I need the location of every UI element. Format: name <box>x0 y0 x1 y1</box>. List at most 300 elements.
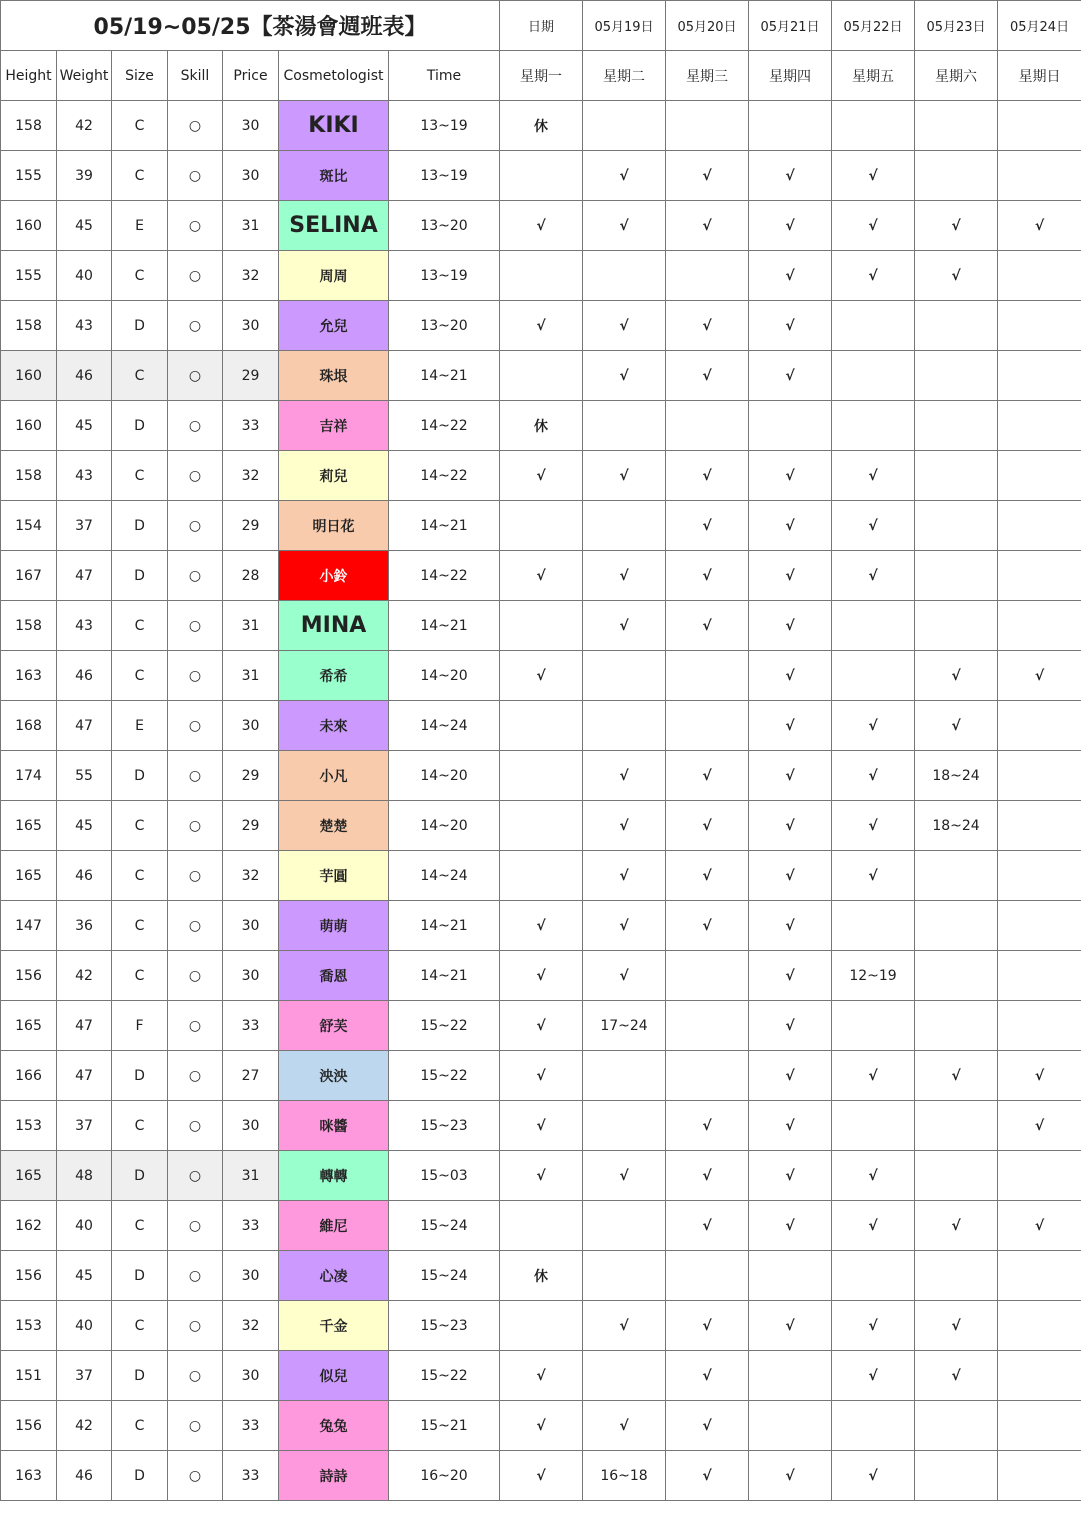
date-header: 05月23日 <box>915 1 998 51</box>
cell-time: 13~19 <box>389 151 500 201</box>
cell-size: E <box>112 701 168 751</box>
shift-check-cell: √ <box>666 301 749 351</box>
cell-price: 29 <box>223 351 279 401</box>
cell-height: 174 <box>1 751 57 801</box>
shift-check-cell: √ <box>666 501 749 551</box>
cell-weight: 42 <box>57 951 112 1001</box>
table-row <box>1 1401 1081 1451</box>
shift-check-cell: √ <box>749 1301 832 1351</box>
day-off-cell: 休 <box>500 101 583 151</box>
table-row <box>1 751 1081 801</box>
cell-height: 162 <box>1 1201 57 1251</box>
shift-check-cell: √ <box>583 551 666 601</box>
cell-weight: 45 <box>57 1251 112 1301</box>
day-cell <box>915 551 998 601</box>
day-cell <box>666 401 749 451</box>
col-header-time: Time <box>389 51 500 101</box>
day-cell <box>998 801 1081 851</box>
day-cell <box>832 301 915 351</box>
cell-skill: ○ <box>168 451 223 501</box>
cell-size: C <box>112 901 168 951</box>
day-cell <box>998 301 1081 351</box>
cell-height: 163 <box>1 651 57 701</box>
cosmetologist-name: 舒芙 <box>279 1001 389 1051</box>
weekday-header: 星期六 <box>915 51 998 101</box>
day-cell <box>998 901 1081 951</box>
cell-time: 15~24 <box>389 1251 500 1301</box>
cell-height: 158 <box>1 101 57 151</box>
cell-height: 160 <box>1 201 57 251</box>
cell-price: 33 <box>223 1451 279 1501</box>
shift-check-cell: √ <box>749 451 832 501</box>
cell-height: 158 <box>1 301 57 351</box>
cell-skill: ○ <box>168 1151 223 1201</box>
shift-check-cell: √ <box>749 1101 832 1151</box>
shift-check-cell: √ <box>666 551 749 601</box>
table-row <box>1 901 1081 951</box>
table-row <box>1 1351 1081 1401</box>
cell-height: 160 <box>1 351 57 401</box>
table-row <box>1 701 1081 751</box>
cell-size: D <box>112 501 168 551</box>
cosmetologist-name: MINA <box>279 601 389 651</box>
cell-skill: ○ <box>168 651 223 701</box>
cell-height: 166 <box>1 1051 57 1101</box>
table-row <box>1 1001 1081 1051</box>
cell-time: 14~20 <box>389 651 500 701</box>
shift-check-cell: √ <box>500 901 583 951</box>
cell-weight: 48 <box>57 1151 112 1201</box>
shift-check-cell: √ <box>666 751 749 801</box>
shift-check-cell: √ <box>666 1451 749 1501</box>
cell-time: 14~21 <box>389 601 500 651</box>
cell-height: 147 <box>1 901 57 951</box>
cell-skill: ○ <box>168 1201 223 1251</box>
cell-time: 14~21 <box>389 501 500 551</box>
date-header: 05月21日 <box>749 1 832 51</box>
day-cell <box>915 601 998 651</box>
cell-weight: 42 <box>57 1401 112 1451</box>
cell-time: 15~03 <box>389 1151 500 1201</box>
table-row <box>1 1051 1081 1101</box>
cell-height: 163 <box>1 1451 57 1501</box>
shift-check-cell: √ <box>832 1151 915 1201</box>
weekday-header: 星期四 <box>749 51 832 101</box>
cell-time: 13~19 <box>389 101 500 151</box>
cell-skill: ○ <box>168 901 223 951</box>
shift-check-cell: √ <box>749 801 832 851</box>
shift-check-cell: √ <box>749 201 832 251</box>
day-cell <box>915 901 998 951</box>
cell-size: C <box>112 1201 168 1251</box>
day-cell <box>998 451 1081 501</box>
shift-check-cell: √ <box>666 151 749 201</box>
table-row <box>1 301 1081 351</box>
cell-skill: ○ <box>168 1351 223 1401</box>
day-off-cell: 休 <box>500 1251 583 1301</box>
cosmetologist-name: 似兒 <box>279 1351 389 1401</box>
cell-height: 165 <box>1 1151 57 1201</box>
day-cell <box>583 1251 666 1301</box>
shift-check-cell: √ <box>500 1001 583 1051</box>
cell-size: D <box>112 551 168 601</box>
day-cell <box>915 1101 998 1151</box>
cosmetologist-name: 兔兔 <box>279 1401 389 1451</box>
shift-check-cell: √ <box>832 551 915 601</box>
cell-height: 155 <box>1 151 57 201</box>
shift-check-cell: √ <box>583 851 666 901</box>
date-header: 05月19日 <box>583 1 666 51</box>
shift-check-cell: √ <box>915 1201 998 1251</box>
cell-weight: 45 <box>57 201 112 251</box>
day-cell <box>998 501 1081 551</box>
cell-price: 29 <box>223 751 279 801</box>
day-cell <box>998 251 1081 301</box>
cell-weight: 43 <box>57 601 112 651</box>
col-header-weight: Weight <box>57 51 112 101</box>
cell-skill: ○ <box>168 1101 223 1151</box>
shift-check-cell: √ <box>832 1201 915 1251</box>
cell-price: 33 <box>223 1401 279 1451</box>
day-cell <box>666 651 749 701</box>
shift-check-cell: √ <box>832 501 915 551</box>
cell-height: 156 <box>1 951 57 1001</box>
shift-check-cell: √ <box>749 851 832 901</box>
cell-weight: 45 <box>57 401 112 451</box>
table-row <box>1 401 1081 451</box>
table-row <box>1 501 1081 551</box>
day-cell <box>583 1201 666 1251</box>
shift-check-cell: √ <box>666 1151 749 1201</box>
cosmetologist-name: 莉兒 <box>279 451 389 501</box>
day-cell <box>998 1301 1081 1351</box>
cell-height: 154 <box>1 501 57 551</box>
shift-check-cell: √ <box>666 1201 749 1251</box>
cell-weight: 47 <box>57 551 112 601</box>
shift-check-cell: √ <box>500 451 583 501</box>
shift-check-cell: √ <box>998 201 1081 251</box>
cell-skill: ○ <box>168 101 223 151</box>
cosmetologist-name: 吉祥 <box>279 401 389 451</box>
cell-height: 151 <box>1 1351 57 1401</box>
day-cell <box>500 151 583 201</box>
col-header-size: Size <box>112 51 168 101</box>
cell-price: 31 <box>223 601 279 651</box>
cell-weight: 47 <box>57 1001 112 1051</box>
cell-price: 32 <box>223 451 279 501</box>
cell-time: 15~21 <box>389 1401 500 1451</box>
cell-height: 165 <box>1 851 57 901</box>
shift-check-cell: √ <box>832 801 915 851</box>
shift-check-cell: √ <box>832 201 915 251</box>
shift-check-cell: √ <box>749 751 832 801</box>
cell-time: 15~22 <box>389 1351 500 1401</box>
shift-check-cell: √ <box>832 851 915 901</box>
cell-time: 15~23 <box>389 1101 500 1151</box>
cosmetologist-name: KIKI <box>279 101 389 151</box>
day-cell <box>998 151 1081 201</box>
shift-check-cell: √ <box>915 651 998 701</box>
day-cell <box>749 1251 832 1301</box>
cell-weight: 43 <box>57 451 112 501</box>
day-cell <box>583 1051 666 1101</box>
cell-skill: ○ <box>168 351 223 401</box>
cell-weight: 47 <box>57 1051 112 1101</box>
day-cell <box>666 1001 749 1051</box>
cell-price: 30 <box>223 951 279 1001</box>
shift-check-cell: √ <box>832 1051 915 1101</box>
cell-weight: 40 <box>57 1301 112 1351</box>
shift-check-cell: √ <box>500 1051 583 1101</box>
shift-check-cell: √ <box>500 951 583 1001</box>
cell-price: 31 <box>223 1151 279 1201</box>
weekday-header: 星期一 <box>500 51 583 101</box>
day-cell <box>500 751 583 801</box>
cell-price: 29 <box>223 501 279 551</box>
shift-check-cell: √ <box>915 251 998 301</box>
cosmetologist-name: 珠垠 <box>279 351 389 401</box>
cell-weight: 39 <box>57 151 112 201</box>
day-cell <box>832 351 915 401</box>
shift-check-cell: √ <box>749 1451 832 1501</box>
table-row <box>1 1251 1081 1301</box>
cell-time: 15~23 <box>389 1301 500 1351</box>
cell-weight: 37 <box>57 1351 112 1401</box>
cell-time: 14~24 <box>389 851 500 901</box>
cell-skill: ○ <box>168 1401 223 1451</box>
weekday-header: 星期日 <box>998 51 1081 101</box>
table-row <box>1 851 1081 901</box>
cell-size: C <box>112 851 168 901</box>
day-cell <box>666 251 749 301</box>
weekday-header: 星期二 <box>583 51 666 101</box>
cell-skill: ○ <box>168 501 223 551</box>
day-cell <box>583 651 666 701</box>
cell-height: 167 <box>1 551 57 601</box>
shift-check-cell: √ <box>749 1001 832 1051</box>
cell-height: 155 <box>1 251 57 301</box>
cosmetologist-name: SELINA <box>279 201 389 251</box>
shift-check-cell: √ <box>832 701 915 751</box>
day-cell <box>500 801 583 851</box>
shift-check-cell: √ <box>583 451 666 501</box>
cell-weight: 46 <box>57 851 112 901</box>
cell-height: 168 <box>1 701 57 751</box>
col-header-height: Height <box>1 51 57 101</box>
shift-check-cell: √ <box>583 901 666 951</box>
day-cell <box>915 851 998 901</box>
table-row <box>1 151 1081 201</box>
cell-size: D <box>112 301 168 351</box>
cell-price: 30 <box>223 701 279 751</box>
cell-height: 165 <box>1 801 57 851</box>
cell-time: 14~22 <box>389 551 500 601</box>
col-header-cosmetologist: Cosmetologist <box>279 51 389 101</box>
cell-time: 13~20 <box>389 301 500 351</box>
cell-skill: ○ <box>168 301 223 351</box>
shift-check-cell: √ <box>832 1351 915 1401</box>
shift-check-cell: √ <box>666 1301 749 1351</box>
day-cell <box>915 1451 998 1501</box>
shift-check-cell: √ <box>500 201 583 251</box>
table-row <box>1 551 1081 601</box>
day-cell <box>998 601 1081 651</box>
shift-check-cell: √ <box>583 301 666 351</box>
cosmetologist-name: 心凌 <box>279 1251 389 1301</box>
shift-check-cell: √ <box>749 551 832 601</box>
cell-weight: 47 <box>57 701 112 751</box>
cosmetologist-name: 萌萌 <box>279 901 389 951</box>
cell-height: 158 <box>1 451 57 501</box>
cosmetologist-name: 允兒 <box>279 301 389 351</box>
shift-check-cell: √ <box>915 701 998 751</box>
shift-check-cell: √ <box>749 901 832 951</box>
cell-time: 14~20 <box>389 801 500 851</box>
cell-weight: 40 <box>57 251 112 301</box>
day-cell <box>749 401 832 451</box>
day-cell <box>832 1101 915 1151</box>
cell-price: 28 <box>223 551 279 601</box>
cell-size: C <box>112 1301 168 1351</box>
cell-size: E <box>112 201 168 251</box>
shift-check-cell: √ <box>666 851 749 901</box>
cell-height: 153 <box>1 1301 57 1351</box>
day-cell <box>500 1301 583 1351</box>
cosmetologist-name: 千金 <box>279 1301 389 1351</box>
table-row <box>1 951 1081 1001</box>
shift-check-cell: √ <box>500 1351 583 1401</box>
shift-check-cell: √ <box>666 801 749 851</box>
shift-check-cell: √ <box>583 1301 666 1351</box>
day-cell <box>915 151 998 201</box>
day-cell <box>998 1151 1081 1201</box>
cell-skill: ○ <box>168 251 223 301</box>
table-row <box>1 1451 1081 1501</box>
day-cell <box>500 851 583 901</box>
shift-check-cell: √ <box>749 1201 832 1251</box>
table-row <box>1 251 1081 301</box>
cell-size: C <box>112 451 168 501</box>
cell-size: D <box>112 1151 168 1201</box>
cell-time: 15~22 <box>389 1051 500 1101</box>
shift-check-cell: √ <box>832 151 915 201</box>
shift-check-cell: √ <box>749 351 832 401</box>
day-cell <box>832 1401 915 1451</box>
date-header: 05月20日 <box>666 1 749 51</box>
cell-time: 15~24 <box>389 1201 500 1251</box>
cell-weight: 42 <box>57 101 112 151</box>
cell-size: F <box>112 1001 168 1051</box>
cell-skill: ○ <box>168 1051 223 1101</box>
day-cell <box>583 101 666 151</box>
day-cell <box>832 101 915 151</box>
day-cell <box>500 351 583 401</box>
day-cell <box>832 1001 915 1051</box>
day-cell <box>500 251 583 301</box>
shift-check-cell: √ <box>915 1351 998 1401</box>
table-row <box>1 201 1081 251</box>
day-cell: 18~24 <box>915 801 998 851</box>
shift-check-cell: √ <box>583 351 666 401</box>
cell-price: 32 <box>223 851 279 901</box>
day-cell <box>998 701 1081 751</box>
cell-time: 14~20 <box>389 751 500 801</box>
shift-check-cell: √ <box>666 1101 749 1151</box>
shift-check-cell: √ <box>583 801 666 851</box>
day-cell <box>832 401 915 451</box>
table-row <box>1 1201 1081 1251</box>
day-cell <box>915 1001 998 1051</box>
shift-check-cell: √ <box>749 651 832 701</box>
shift-check-cell: √ <box>500 1101 583 1151</box>
cell-weight: 36 <box>57 901 112 951</box>
date-header: 05月24日 <box>998 1 1081 51</box>
cosmetologist-name: 周周 <box>279 251 389 301</box>
title-row <box>1 1 1081 51</box>
cell-skill: ○ <box>168 851 223 901</box>
cell-weight: 37 <box>57 501 112 551</box>
shift-check-cell: √ <box>915 1301 998 1351</box>
shift-check-cell: √ <box>749 601 832 651</box>
cell-size: C <box>112 1101 168 1151</box>
day-cell <box>915 451 998 501</box>
cell-time: 14~22 <box>389 401 500 451</box>
shift-check-cell: √ <box>749 501 832 551</box>
shift-check-cell: √ <box>998 1051 1081 1101</box>
cell-size: C <box>112 801 168 851</box>
cell-weight: 46 <box>57 351 112 401</box>
cell-skill: ○ <box>168 701 223 751</box>
cosmetologist-name: 轉轉 <box>279 1151 389 1201</box>
cell-skill: ○ <box>168 601 223 651</box>
cell-time: 13~20 <box>389 201 500 251</box>
cell-price: 30 <box>223 1351 279 1401</box>
day-cell <box>500 601 583 651</box>
table-row <box>1 351 1081 401</box>
cell-price: 33 <box>223 401 279 451</box>
day-cell <box>998 101 1081 151</box>
shift-check-cell: √ <box>666 1401 749 1451</box>
weekday-header: 星期五 <box>832 51 915 101</box>
day-cell <box>915 1151 998 1201</box>
cell-price: 30 <box>223 1251 279 1301</box>
cell-price: 30 <box>223 1101 279 1151</box>
cell-price: 30 <box>223 901 279 951</box>
cell-skill: ○ <box>168 801 223 851</box>
cell-price: 31 <box>223 201 279 251</box>
cell-time: 16~20 <box>389 1451 500 1501</box>
shift-check-cell: √ <box>832 251 915 301</box>
cosmetologist-name: 未來 <box>279 701 389 751</box>
cell-size: C <box>112 951 168 1001</box>
cell-skill: ○ <box>168 201 223 251</box>
cell-size: D <box>112 1451 168 1501</box>
cell-weight: 46 <box>57 1451 112 1501</box>
cell-price: 32 <box>223 1301 279 1351</box>
day-cell: 17~24 <box>583 1001 666 1051</box>
shift-check-cell: √ <box>666 1351 749 1401</box>
cell-weight: 45 <box>57 801 112 851</box>
day-cell <box>666 101 749 151</box>
date-header: 05月22日 <box>832 1 915 51</box>
cell-time: 15~22 <box>389 1001 500 1051</box>
day-cell <box>500 701 583 751</box>
cell-height: 153 <box>1 1101 57 1151</box>
day-cell <box>998 851 1081 901</box>
cell-size: D <box>112 1251 168 1301</box>
shift-check-cell: √ <box>500 651 583 701</box>
shift-check-cell: √ <box>666 451 749 501</box>
